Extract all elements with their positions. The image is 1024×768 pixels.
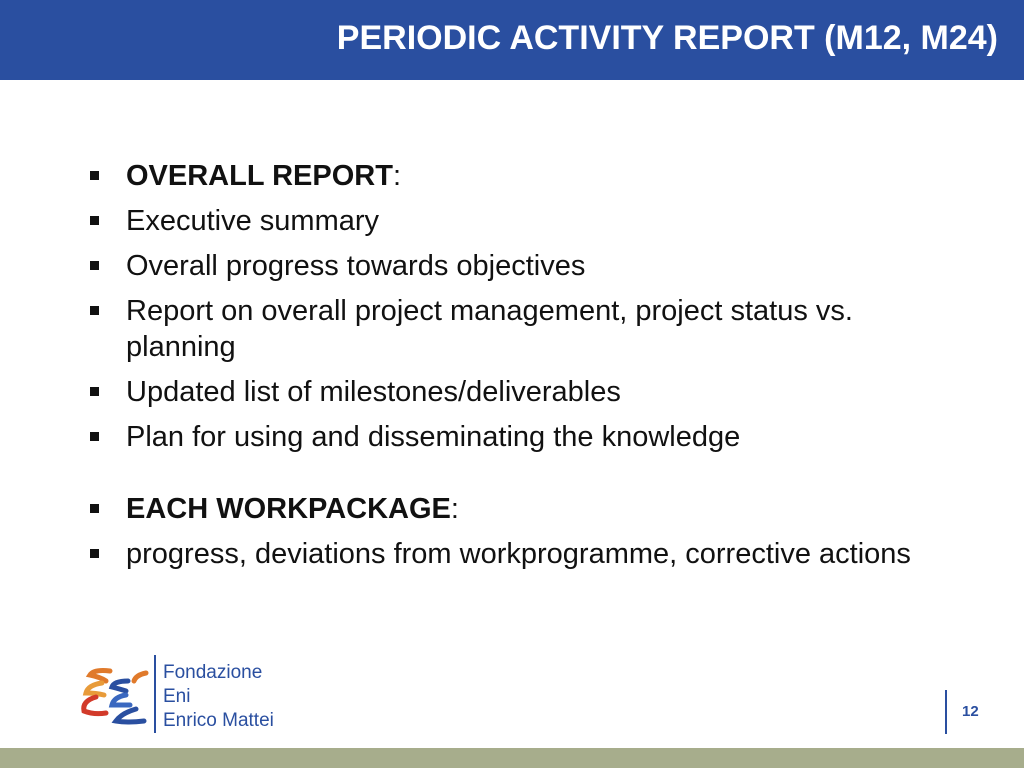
list-item bbox=[88, 293, 968, 365]
logo-text bbox=[163, 661, 274, 733]
list-item bbox=[88, 419, 968, 455]
logo-divider bbox=[154, 655, 156, 733]
list-item bbox=[88, 248, 968, 284]
bullet-icon bbox=[90, 504, 99, 513]
title-bar bbox=[0, 0, 1024, 80]
list-item-text: Executive summary bbox=[126, 205, 380, 237]
list-item bbox=[88, 203, 968, 239]
footer-bar bbox=[0, 748, 1024, 768]
list-item-text: Plan for using and disseminating the knowledge bbox=[126, 421, 741, 453]
bullet-icon bbox=[90, 549, 99, 558]
overall-report-heading: OVERALL REPORT bbox=[126, 160, 393, 192]
logo bbox=[76, 655, 316, 735]
logo-line-fondazione: Fondazione bbox=[163, 662, 263, 683]
heading-colon: : bbox=[450, 493, 459, 525]
bullet-icon bbox=[90, 261, 99, 270]
bullet-icon bbox=[90, 171, 99, 180]
logo-line-enrico-mattei: Enrico Mattei bbox=[163, 710, 274, 731]
list-item bbox=[88, 374, 968, 410]
list-item-text: progress, deviations from workprogramme, corrective actions bbox=[126, 538, 911, 570]
list-item bbox=[88, 158, 968, 194]
bullet-list bbox=[88, 158, 968, 581]
feem-logo-icon bbox=[76, 663, 154, 727]
list-item-text: Report on overall project management, project status vs. planning bbox=[126, 295, 853, 363]
list-item-text: Overall progress towards objectives bbox=[126, 250, 586, 282]
heading-colon: : bbox=[392, 160, 401, 192]
page-number: 12 bbox=[962, 703, 979, 720]
list-item-text: Updated list of milestones/deliverables bbox=[126, 376, 621, 408]
bullet-icon bbox=[90, 387, 99, 396]
bullet-icon bbox=[90, 306, 99, 315]
bullet-icon bbox=[90, 216, 99, 225]
page-number-divider bbox=[945, 690, 947, 734]
list-item bbox=[88, 536, 968, 572]
slide-title: PERIODIC ACTIVITY REPORT (M12, M24) bbox=[336, 19, 998, 57]
logo-line-eni: Eni bbox=[163, 686, 191, 707]
workpackage-heading: EACH WORKPACKAGE bbox=[126, 493, 451, 525]
bullet-icon bbox=[90, 432, 99, 441]
list-item bbox=[88, 491, 968, 527]
